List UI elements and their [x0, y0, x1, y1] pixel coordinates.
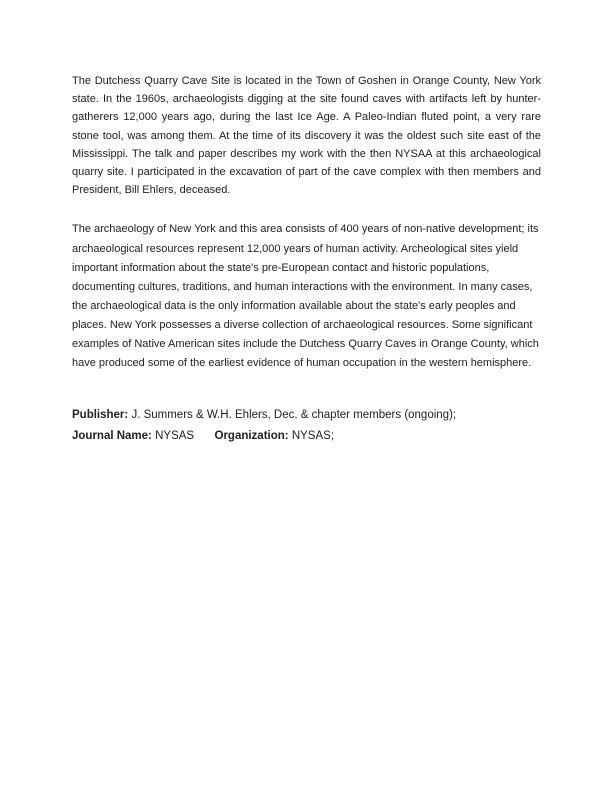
organization-label: Organization:: [214, 430, 289, 443]
paragraph-intro: The Dutchess Quarry Cave Site is located in the Town of Goshen in Orange County, New York state. In the 1960s, archaeologists digging at the site found caves with artifacts left by hunter-gatherers 12,000 years ago, during the last Ice Age. A Paleo-Indian fluted point, a very rare stone tool, was among them. At the time of its discovery it was the oldest such site east of the Mississippi. The talk and paper describes my work with the then NYSAA at this archaeological quarry site. I participated in the excavation of part of the cave complex with then members and President, Bill Ehlers, deceased.: [72, 75, 541, 197]
document-page: [72, 72, 541, 447]
journal-label: Journal Name:: [72, 430, 152, 443]
organization-value: NYSAS;: [291, 430, 335, 443]
paragraph-archaeology: The archaeology of New York and this area consists of 400 years of non-native development; its archaeological resources represent 12,000 years of human activity. Archeological sites yield important information about the state's pre-European contact and historic populations, documenting cultures, traditions, and human interactions with the environment. In many cases, the archaeological data is the only information available about the state's early peoples and places. New York possesses a diverse collection of archaeological resources. Some significant examples of Native American sites include the Dutchess Quarry Caves in Orange County, which have produced some of the earliest evidence of human occupation in the western hemisphere.: [72, 223, 539, 370]
metadata-block: [72, 405, 541, 447]
publisher-value: J. Summers & W.H. Ehlers, Dec. & chapter members (ongoing);: [131, 409, 457, 422]
publisher-line: [72, 405, 541, 426]
journal-value: NYSAS: [155, 430, 195, 443]
publisher-label: Publisher:: [72, 409, 129, 422]
journal-organization-line: [72, 426, 541, 447]
